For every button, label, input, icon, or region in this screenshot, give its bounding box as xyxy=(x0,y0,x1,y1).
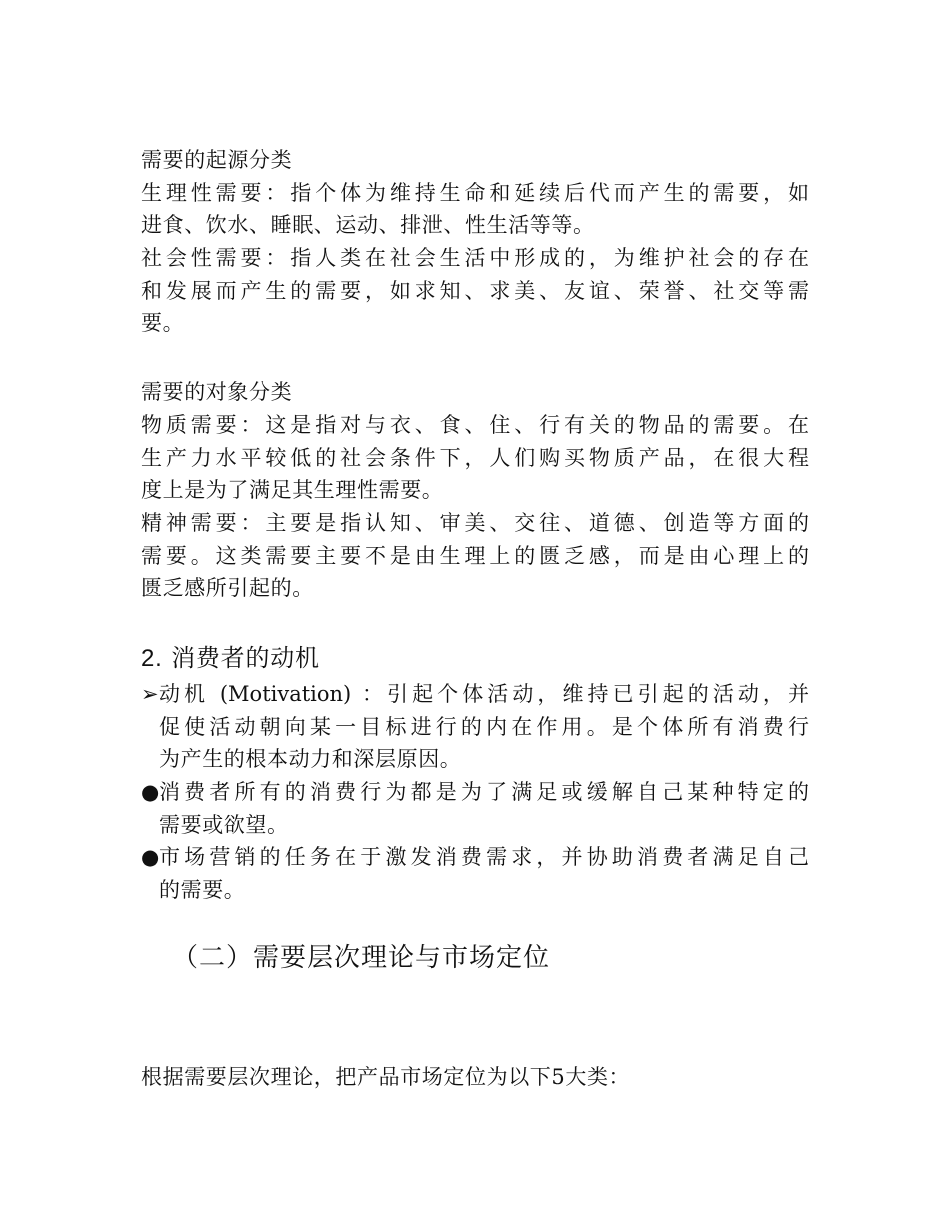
paragraph-line: 要。 xyxy=(141,311,185,335)
paragraph-line: 和发展而产生的需要，如求知、求美、友谊、荣誉、社交等需 xyxy=(141,279,809,303)
bullet-line: 的需要。 xyxy=(159,878,246,902)
paragraph-line: 生理性需要：指个体为维持生命和延续后代而产生的需要，如 xyxy=(141,181,809,205)
bullet-line: 为产生的根本动力和深层原因。 xyxy=(159,747,462,771)
paragraph-line: 度上是为了满足其生理性需要。 xyxy=(141,478,444,502)
paragraph-line: 需要。这类需要主要不是由生理上的匮乏感，而是由心理上的 xyxy=(141,544,809,568)
heading-consumer-motivation xyxy=(141,641,320,676)
bullet-line: 需要或欲望。 xyxy=(159,813,289,837)
section-title-origin: 需要的起源分类 xyxy=(141,148,293,172)
dot-bullet-icon: ● xyxy=(141,845,160,869)
closing-paragraph: 根据需要层次理论，把产品市场定位为以下5大类： xyxy=(141,1065,631,1089)
arrow-bullet-icon: ➢ xyxy=(141,682,159,706)
paragraph-line: 匮乏感所引起的。 xyxy=(141,576,314,600)
bullet-line xyxy=(159,678,809,710)
heading-number: 2. xyxy=(141,645,163,672)
heading-needs-hierarchy: （二）需要层次理论与市场定位 xyxy=(172,943,551,973)
dot-bullet-icon: ● xyxy=(141,780,160,804)
bullet-line: 促使活动朝向某一目标进行的内在作用。是个体所有消费行 xyxy=(159,715,809,739)
paragraph-line: 生产力水平较低的社会条件下，人们购买物质产品，在很大程 xyxy=(141,446,809,470)
paragraph-line: 社会性需要：指人类在社会生活中形成的，为维护社会的存在 xyxy=(141,246,809,270)
paragraph-line: 物质需要：这是指对与衣、食、住、行有关的物品的需要。在 xyxy=(141,413,809,437)
section-title-object: 需要的对象分类 xyxy=(141,380,293,404)
bullet-line-text: 动机 (Motivation) ：引起个体活动，维持已引起的活动，并 xyxy=(159,682,809,706)
bullet-line: 消费者所有的消费行为都是为了满足或缓解自己某种特定的 xyxy=(159,780,809,804)
heading-text: 消费者的动机 xyxy=(171,644,320,672)
bullet-line: 市场营销的任务在于激发消费需求，并协助消费者满足自己 xyxy=(159,845,809,869)
paragraph-line: 进食、饮水、睡眠、运动、排泄、性生活等等。 xyxy=(141,213,595,237)
paragraph-line: 精神需要：主要是指认知、审美、交往、道德、创造等方面的 xyxy=(141,511,809,535)
